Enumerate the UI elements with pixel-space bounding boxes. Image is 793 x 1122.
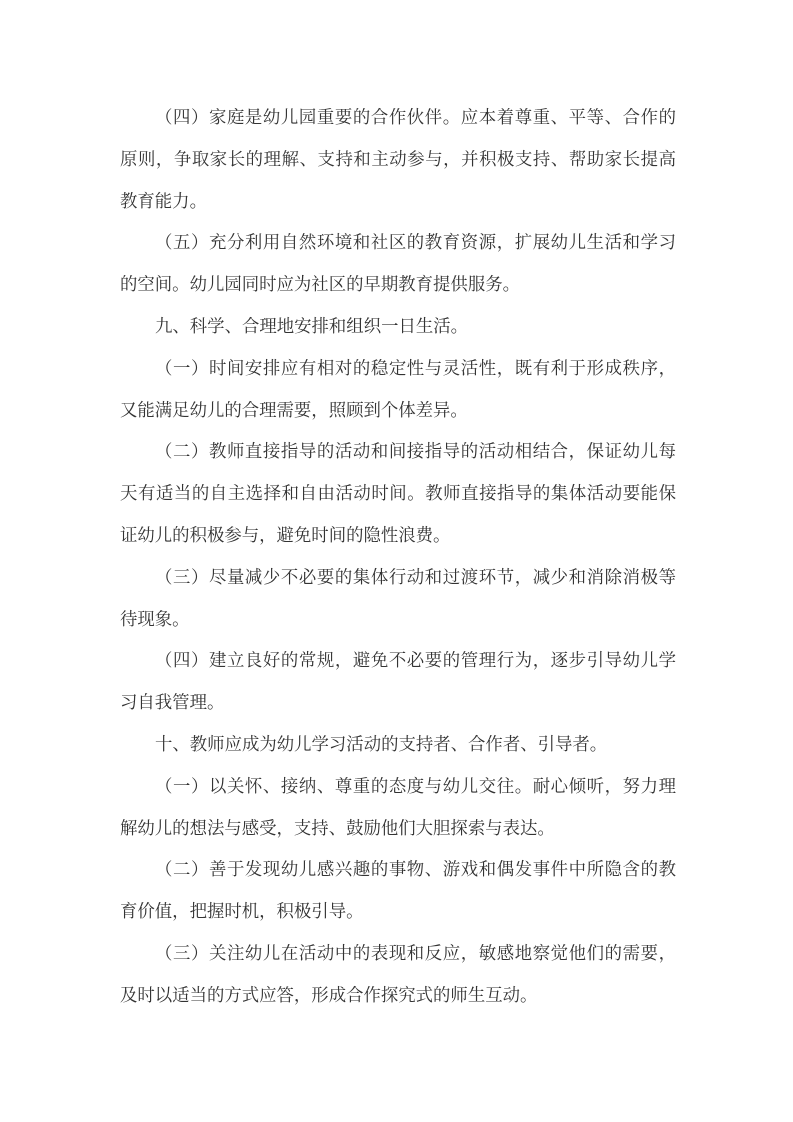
paragraph-community-resources: （五）充分利用自然环境和社区的教育资源，扩展幼儿生活和学习的空间。幼儿园同时应为社区的早期教育提供服务。 [120,233,676,296]
paragraph-family-partnership: （四）家庭是幼儿园重要的合作伙伴。应本着尊重、平等、合作的原则，争取家长的理解、支持和主动参与，并积极支持、帮助家长提高教育能力。 [120,108,676,212]
paragraph-respectful-interaction: （一）以关怀、接纳、尊重的态度与幼儿交往。耐心倾听，努力理解幼儿的想法与感受，支持、鼓励他们大胆探索与表达。 [120,776,676,839]
paragraph-educational-value: （二）善于发现幼儿感兴趣的事物、游戏和偶发事件中所隐含的教育价值，把握时机，积极引导。 [120,860,676,923]
paragraph-teacher-child-interaction: （三）关注幼儿在活动中的表现和反应，敏感地察觉他们的需要，及时以适当的方式应答，形成合作探究式的师生互动。 [120,943,676,1006]
section-heading-nine: 九、科学、合理地安排和组织一日生活。 [155,316,469,337]
paragraph-routines: （四）建立良好的常规，避免不必要的管理行为，逐步引导幼儿学习自我管理。 [120,651,676,714]
section-heading-ten: 十、教师应成为幼儿学习活动的支持者、合作者、引导者。 [155,734,608,755]
paragraph-direct-indirect-guidance: （二）教师直接指导的活动和间接指导的活动相结合，保证幼儿每天有适当的自主选择和自由活动时间。教师直接指导的集体活动要能保证幼儿的积极参与，避免时间的隐性浪费。 [120,442,676,546]
paragraph-reduce-waiting: （三）尽量减少不必要的集体行动和过渡环节，减少和消除消极等待现象。 [120,567,676,630]
paragraph-schedule-flexibility: （一）时间安排应有相对的稳定性与灵活性，既有利于形成秩序，又能满足幼儿的合理需要，照顾到个体差异。 [120,358,676,421]
document-body [120,98,676,1018]
